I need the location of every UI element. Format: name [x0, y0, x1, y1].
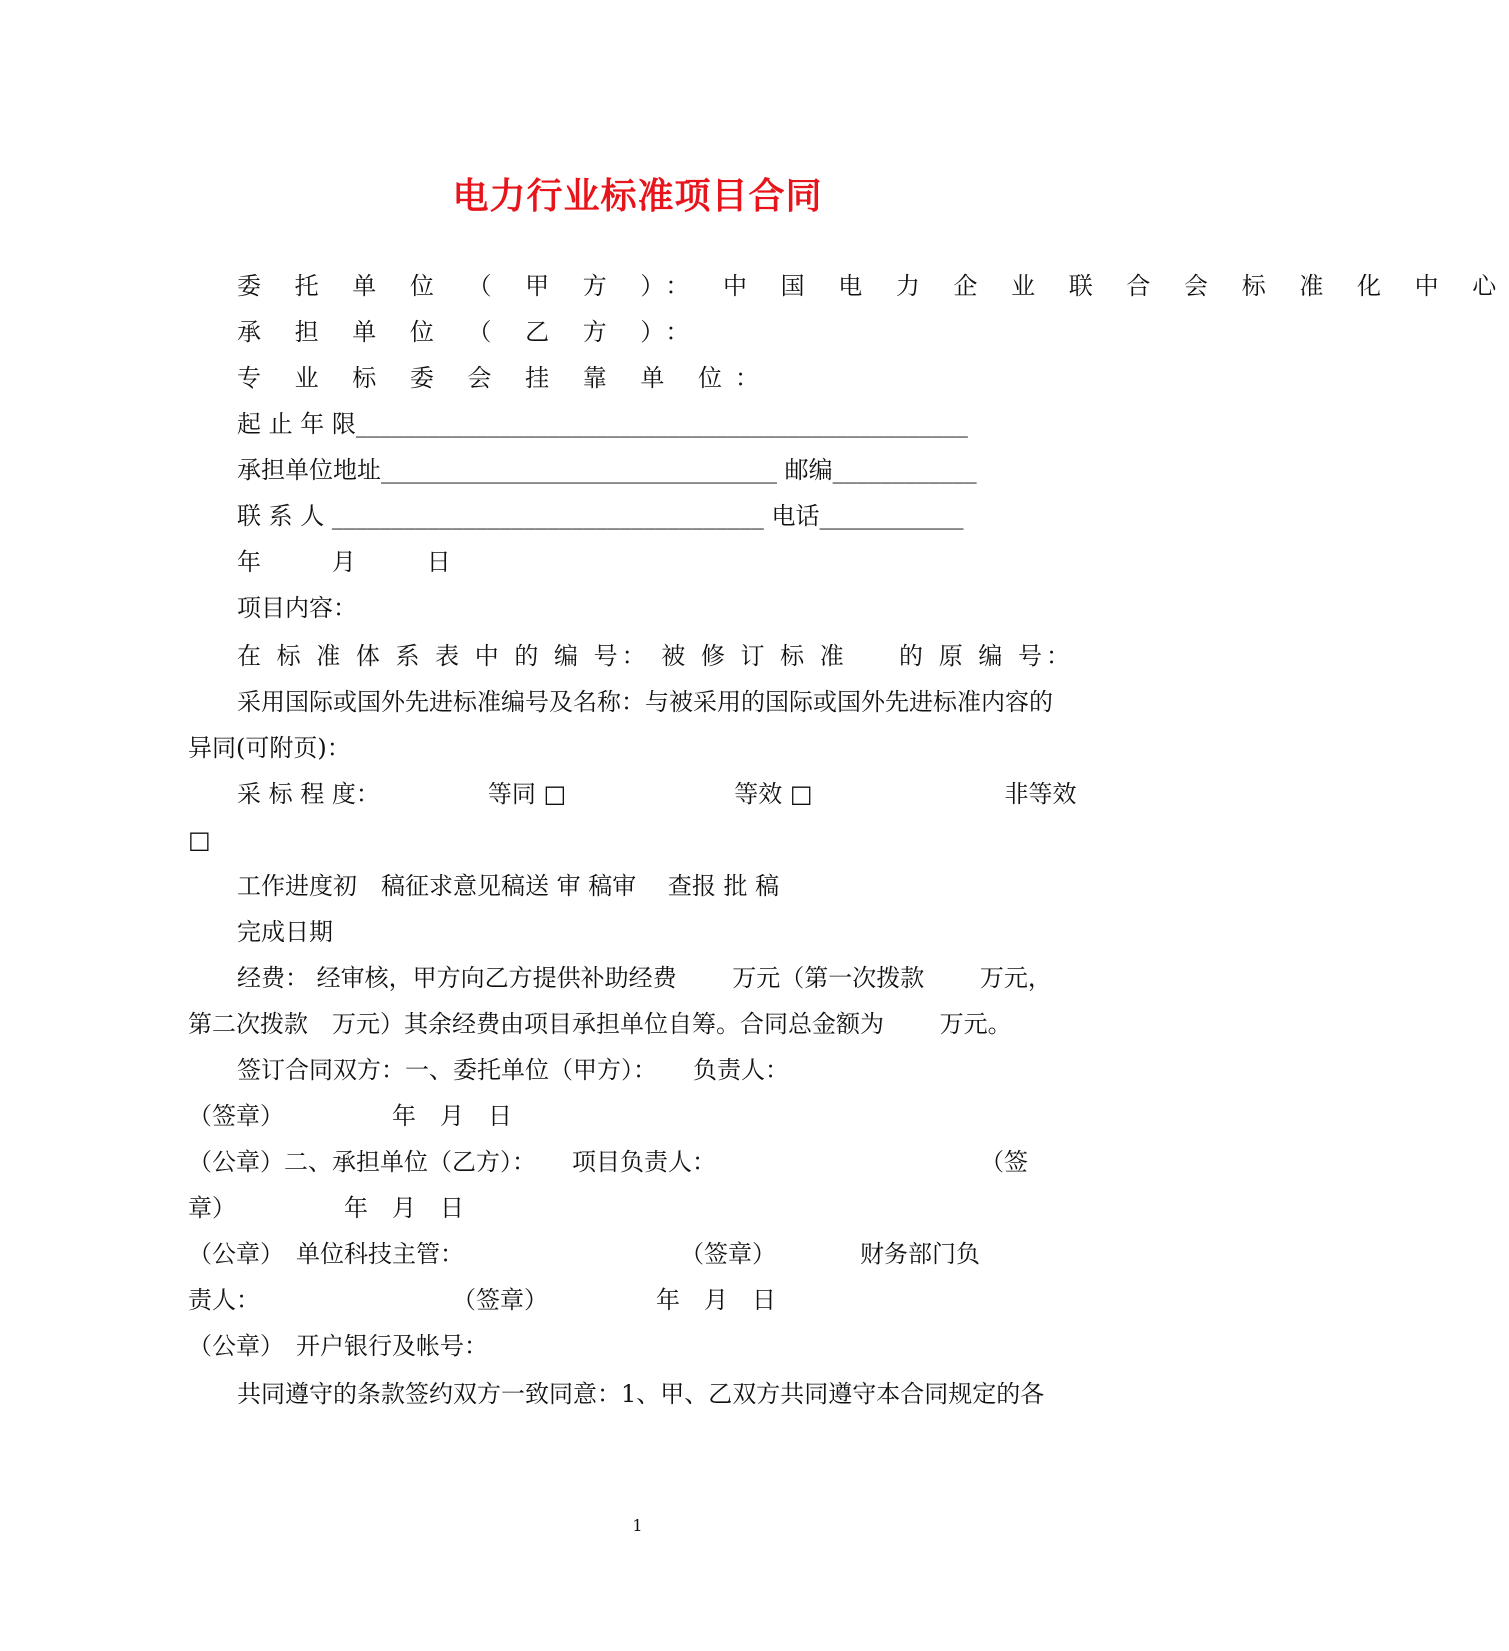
contractor-sign-line: （公章）二、承担单位（乙方）： 项目负责人： （签	[188, 1148, 1028, 1176]
completion-date-line: 完成日期	[237, 918, 333, 946]
terms-line: 共同遵守的条款签约双方一致同意：1、甲、乙双方共同遵守本合同规定的各	[237, 1380, 1045, 1408]
project-content-line: 项目内容：	[237, 594, 357, 622]
client-unit-line: 委 托 单 位 （ 甲 方 ）： 中 国 电 力 企 业 联 合 会 标 准 化 中 心	[237, 272, 1509, 300]
standard-number-line: 在 标 准 体 系 表 中 的 编 号： 被 修 订 标 准 的 原 编 号：	[237, 642, 1074, 670]
address-line: 承担单位地址_________________________________ 邮编____________	[237, 456, 977, 484]
adopted-standard-line: 采用国际或国外先进标准编号及名称：与被采用的国际或国外先进标准内容的	[237, 688, 1053, 716]
signature-date-line: （签章） 年 月 日	[188, 1102, 512, 1130]
contractor-unit-line: 承 担 单 位 （ 乙 方 ）：	[237, 318, 703, 346]
tech-manager-line: （公章） 单位科技主管： （签章） 财务部门负	[188, 1240, 980, 1268]
adoption-degree-line: 采 标 程 度： 等同 □ 等效 □ 非等效	[237, 780, 1077, 808]
finance-head-line: 责人： （签章） 年 月 日	[188, 1286, 776, 1314]
work-progress-line: 工作进度初 稿征求意见稿送 审 稿审 查报 批 稿	[237, 872, 780, 900]
date-line: 年 月 日	[237, 548, 451, 576]
contractor-date-line: 章） 年 月 日	[188, 1194, 464, 1222]
document-title: 电力行业标准项目合同	[452, 176, 823, 217]
funding-line: 经费： 经审核，甲方向乙方提供补助经费 万元（第一次拨款 万元，	[237, 964, 1052, 992]
page-number: 1	[632, 1516, 643, 1535]
contact-line: 联 系 人 ____________________________________ 电话____________	[237, 502, 964, 530]
checkbox-line: □	[188, 826, 211, 854]
period-line: 起 止 年 限___________________________________________________	[237, 410, 968, 438]
bank-account-line: （公章） 开户银行及帐号：	[188, 1332, 488, 1360]
differences-line: 异同(可附页)：	[188, 734, 351, 762]
signing-parties-line: 签订合同双方：一、委托单位（甲方）： 负责人：	[237, 1056, 789, 1084]
funding-continued-line: 第二次拨款 万元）其余经费由项目承担单位自筹。合同总金额为 万元。	[188, 1010, 1012, 1038]
committee-affiliation-line: 专 业 标 委 会 挂 靠 单 位：	[237, 364, 773, 392]
